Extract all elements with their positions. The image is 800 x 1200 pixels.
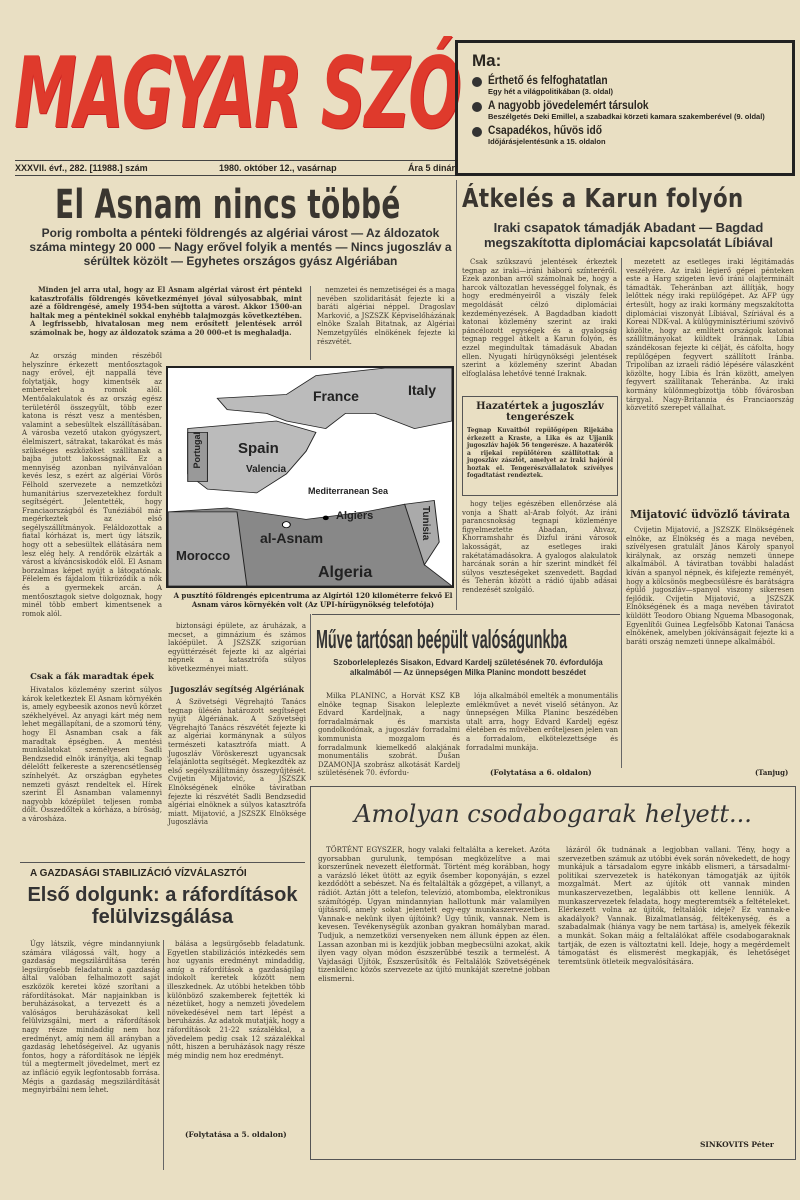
map-label: Algiers: [336, 510, 374, 522]
kardelj-subhead: Szoborleleplezés Sisakon, Edvard Kardelj születésének 70. évfordulója alkalmából — Az ünnepségen Milka Planinc mondott beszédet: [333, 658, 603, 677]
sailors-text: Tegnap Kuvaitból repülőgépen Rijekába érkezett a Kraste, a Lika és az Ujjanik jugoszláv hajók 56 tengerésze. A hazatérők a rijekai repülőtéren szállítottak a jugoszláv zászlót, amelyet az iraki hajóról hoztak el. Tengerészvállalatok szívélyes fogadtatást rendeztek.: [467, 427, 613, 479]
continued-note: (Folytatása a 6. oldalon): [490, 768, 592, 777]
stabil-headline: Első dolgunk: a ráfordítások felülvizsgálása: [27, 884, 298, 928]
karun-col1b: hogy teljes egészében ellenőrzése alá vonja a Shatt al-Arab folyót. Az iráni parancsnokság tegnapi közleménye figyelmeztette Abadan, Ahvaz, Khorramshahr és Dizful iráni városok lakosságát, az esetleges iraki rakétatámadásokra. A gyalogos alakulatok harcának során a hír szerint mindkét fél súlyos veszteségeket szenvedett. Bagdad és Teherán között a rádió újabb adásai rendezését szolgáló.: [462, 500, 617, 594]
today-contents-box: [455, 40, 795, 176]
contents-item[interactable]: [472, 124, 778, 146]
price: Ára 5 dinár: [407, 163, 455, 173]
contents-title: A nagyobb jövedelemért társulok: [488, 98, 649, 112]
karun-col2: mezetett az esetleges iraki légitámadás veszélyére. Az iraki légierő gépei pénteken este a Harg szigeten levő iráni olajterminált támadták. Teheránban azt állítják, hogy lelőttek négy iraki repülőgépet. Az AFP úgy értesült, hogy az iraki kormány megszakította diplomáciai viszonyát Líbiával, Szíriával és a Koreai NDK-val. A külügyminisztériumi szóvivő közölte, hogy az említett országok katonai szállítmányokat küldtek Iránnak. Líbia szándékosan fejezte ki célját, és cáfolta, hogy repülőgépen fegyvert szállított Iránba. Tripoliban az izraeli rádió lépésére válaszként közölte, hogy Líbia és Irán között, amelyen fegyvert szállítanak Teheránba. Az iraki kormány különmegbízottja több fővárosban tárgyal. Nagy-Britannia és Franciaország közvetítő szerepet vállalhat.: [626, 258, 794, 413]
lead-subhead: Porig rombolta a pénteki földrengés az algériai várost — Az áldozatok száma mintegy 20 000 — Nagy erővel folyik a mentés — Nincs jugoszláv a sérültek közölt — Egyhetes országos gyász Algériában: [29, 226, 452, 268]
author-signature: SINKOVITS Péter: [700, 1140, 774, 1149]
mijatovic-title: Mijatović üdvözlő távirata: [630, 508, 790, 521]
section-heading: Csak a fák maradtak épek: [30, 672, 154, 682]
karun-subhead: Iraki csapatok támadják Abadant — Bagdad megszakította diplomáciai kapcsolatát Líbiával: [484, 220, 773, 250]
continued-note: (Folytatása a 5. oldalon): [185, 1130, 287, 1139]
contents-title: Csapadékos, hűvös idő: [488, 123, 602, 137]
bullet-icon: [472, 77, 482, 87]
map-label: Valencia: [246, 464, 287, 475]
kardelj-col1: Milka PLANINC, a Horvát KSZ KB elnöke tegnap Sisakon leleplezte Edvard Kardeljnak, a nagy forradalmárnak és marxista gondolkodónak, a jugoszláv forradalmi kommunista mozgalom és forradalmunk kiemelkedő alakjának monumentális szobrát. Dušan DZAMONJA szobrász alkotását Kardelj születésének 70. évfordu-: [318, 692, 460, 778]
today-heading: Ma:: [472, 51, 502, 70]
stabil-col2: bálása a legsürgősebb feladatunk. Egyetlen stabilizációs intézkedés sem hoz ugyanis eredményt mindaddig, amíg a ráfordítások a gazdaságilag indokolt keretek között nem illeszkednek. Az utóbbi hetekben több különböző szakemberek fejtették ki nézetüket, hogy a nemzeti jövedelem növekedésével nem tart lépést a beruházás. Az adatok mutatják, hogy a ráfordítások 21-22 százalékkal, a jövedelem pedig csak 12 százalékkal nőtt, hiszen a beruházások nagy része még mindig nem hoz eredményt.: [167, 940, 305, 1060]
bullet-icon: [472, 102, 482, 112]
contents-item[interactable]: [472, 99, 778, 121]
issue-date: 1980. október 12., vasárnap: [219, 163, 337, 173]
map-label: France: [313, 388, 359, 404]
lead-col2: biztonsági épülete, az áruházak, a mecset, a gimnázium és számos lakóépület. A JSZSZK szigorúan együttérzését fejezte ki az algériai népnek a katasztrófa súlyos következményei miatt.: [168, 622, 306, 673]
contents-subtitle: Beszélgetés Deki Emillel, a szabadkai körzeti kamara szakemberével (9. oldal): [488, 112, 765, 121]
bullet-icon: [472, 127, 482, 137]
amolyan-col2: lázáról ők tudnának a legjobban vallani. Tény, hogy a szervezetben számuk az utóbbi évek során növekedett, de hogy munkájuk a társadalom egyre inkább elismeri, a társadalmi-politikai szervezetek is hatékonyan támogatják az újítók mozgalmát. Mert az újítók ott vannak minden munkaszervezetben, legalábbis ott kellene lenniük. A munkaszervezetek feladata, hogy megteremtsék a feltételeket. Elérkezett volna az újítók, feltalálók ideje? Ez vannak-e akadályok? Vannak. Bizalmatlanság, féltékenység, és a szabadalmak (hiánya vagy be nem tartása) is, amelyek fékezik a munkát. Sokan máig a feltalálókat afféle csodabogaraknak tartják, de ezen is változtatni kell. Ideje, hogy a megérdemelt támogatást és elismerést megkapják, és lehetőséget teremtsünk ötleteik megvalósítására.: [558, 845, 790, 966]
amolyan-headline: Amolyan csodabogarak helyett...: [354, 800, 752, 828]
news-source: (Tanjug): [755, 768, 789, 777]
karun-col1: Csak szűkszavú jelentések érkeztek tegnap az iraki—iráni háború színteréről. Ezek azonban arról számolnak be, hogy a harcok változatlan hevességgel folynak, és hogy eredményeiről a viszály felek megoldását célzó diplomáciai kezdeményezések. A Bagdadban kiadott katonai közlemény szerint az iraki páncélozott egységek és a gyalogság tegnap reggel átkelt a Karun folyón, és ezzel megindultak támadásuk Abadan ellen. Nyugati hírügynökségi jelentések szerint a közlemény szerint Abadan elfoglalása lehetővé tenné Iraknak.: [462, 258, 617, 378]
map-label: Morocco: [176, 548, 231, 563]
map-label: Atlantic Ocean: [198, 374, 269, 385]
map-label: Tunisia: [420, 506, 431, 541]
contents-title: Érthető és felfoghatatlan: [488, 73, 608, 87]
map-label: Spain: [238, 440, 279, 457]
map-caption: A pusztító földrengés epicentruma az Algírtól 120 kilométerre fekvő El Asnam város környékén volt (Az UPI-hírügynökség telefotója): [173, 591, 453, 609]
masthead-logo: MAGYAR SZÓ: [14, 35, 461, 151]
sailors-title: Hazatértek a jugoszláv tengerészek: [476, 401, 604, 423]
contents-subtitle: Egy hét a világpolitikában (3. oldal): [488, 87, 614, 96]
sailors-box: [462, 396, 618, 496]
kardelj-col2: lója alkalmából emelték a monumentális emlékművet a nevét viselő sétányon. Az ünnepségen Milka Planinc beszédében utalt arra, hogy Edvard Kardelj egész életében és művében erőteljesen jelen van a forradalom, elkötelezettsége és forradalmi munkája.: [466, 692, 618, 752]
stabil-col1: Úgy látszik, végre mindannyiunk számára világossá vált, hogy a gazdaság megszilárdítása terén legsürgősebb feladatunk a gazdaság által valóban felhalmozott saját eszközök keretei közé szorítani a ráfordításokat. Már napjainkban is beruházásokat, a tervezett és a valóságos beruházásokat kell felülvizsgálni, mert a ráfordítások nagy része mindaddig nem hoz eredményt, amíg nem áll arányban a gazdaság lehetőségeivel. Az ugyanis fontos, hogy a ráfordítások ne lépjék túl a megtermelt jövedelmet, mert ez az infláció egyik legfontosabb forrása. Mégis a gazdaság megszilárdítását megnyirbálni nem lehet.: [22, 940, 160, 1095]
contents-item[interactable]: [472, 74, 778, 96]
map-label: Portugal: [192, 432, 202, 469]
map-label: al-Asnam: [260, 530, 324, 546]
section-heading: Jugoszláv segítség Algériának: [169, 684, 305, 694]
volume-number: XXXVII. évf., 282. [11988.] szám: [15, 163, 148, 173]
lead-col-right-top: nemzetei és nemzetiségei és a maga nevében szolidaritását fejezte ki a baráti algériai néppel. Dragoslav Marković, a JSZSZK Képviselőházának elnöke Szalah Bitatnak, az Algériai Nemzetgyűlés elnökének fejezte ki részvétét.: [317, 286, 455, 346]
lead-intro: Minden jel arra utal, hogy az El Asnam algériai várost ért pénteki katasztrofális földrengés következményei jóval súlyosabbak, mint azé a földrengésé, amely 1954-ben sújtotta a várost. Akkor 1500-an haltak meg a péntekinél sokkal enyhébb talajmozgás következtében. A legfrissebb, hivatalosan meg nem erősített jelentések arról számolnak be, hogy az áldozatok száma a 20 000-et is meghaladja.: [30, 285, 302, 337]
mijatovic-text: Cvijetin Mijatović, a JSZSZK Elnökségének elnöke, az Elnökség és a maga nevében, szívélyesen gratulált János Károly spanyol királynak, az ország nemzeti ünnepe alkalmából. A táviratban további haladást kíván a spanyol népnek, és kifejezte reményét, hogy a kölcsönös megbecsülésre és barátságra épülő jugoszláv—spanyol viszony sikeresen fejlődik. Cvijetin Mijatović, a JSZSZK Elnökségének és a maga nevében táviratot küldött Teodoro Obiang Nguema Mbasogonak, Egyenlítői Guinea Legfelsőbb Katonai Tanácsa elnökének, amelyben jókívánságait fejezte ki a baráti ország nemzeti ünnepe alkalmából.: [626, 526, 794, 646]
map-label: Algeria: [318, 564, 373, 581]
map-label: Mediterranean Sea: [308, 486, 389, 496]
kardelj-headline: Műve tartósan beépült valóságunkba: [316, 624, 568, 654]
dateline: [15, 160, 455, 176]
lead-headline: El Asnam nincs többé: [55, 182, 401, 228]
lead-col1b: Hivatalos közlemény szerint súlyos károk keletkeztek El Asnam környékén is, amely egybeesik azonos nevű körzet székhelyével. Az anyagi kárt még nem lehet megállapítani, de a szomorú tény, hogy El Asnamban csak a fák maradtak épségben. A mentési munkálatokat személyesen Sadli Bendzsedid elnök irányítja, aki tegnap délelőtt felkereste a szerencsétlenség színhelyét. Az országban egyhetes nemzeti gyászt rendeltek el. Hírek szerint El Asnamban valamennyi nagyobb középület teljesen romba dőlt. Összedőltek a kórháza, a bíróság, a városháza.: [22, 686, 162, 823]
contents-subtitle: Időjárásjelentésünk a 15. oldalon: [488, 137, 606, 146]
amolyan-col1: TÖRTÉNT EGYSZER, hogy valaki feltalálta a kereket. Azóta gyorsabban gurulunk, tempósan megközelítve a mai korszerűnek nevezett életformát. Történt még korábban, hogy a varázsló léket ütött az egyik ősember koponyáján, s ezzel kezdődött a sebészet. Na és feltalálták a gőzgépet, a villanyt, a rádiót. Aztán jött a telefon, televízió, atombomba, elektronikus számítógép. Ugyan mindannyian hallottunk már valamilyen újításról, amely sokat jelentett egy-egy munkaszervezetben. Vannak-e nekünk ilyen újítóink? Ugy tűnik, vannak. Nem is kevesen. Tevékenységük azonban gyakran homályban marad. Tudjuk, a nemzetközi versenyeken nem állunk éppen az élen. Lassan azonban mi is kezdjük jobban megbecsülni azokat, akik ilyen vagy olyan módon észszerűbbé teszik a termelést. A Vajdasági Újítók, Észszerűsítők és Feltalálók Szövetségének tizenkilenc közös szervezete az újító munkáját szeretné jobban elismerni.: [318, 845, 550, 983]
stabil-kicker: A GAZDASÁGI STABILIZÁCIÓ VÍZVÁLASZTÓI: [30, 868, 247, 879]
karun-headline: Átkelés a Karun folyón: [462, 184, 744, 214]
earthquake-map: [166, 366, 454, 588]
lead-col1: Az ország minden részéből helyszínre érkezett mentőosztagok nagy erővel, éjt nappallá téve folytatják, hogy kimentsék az embereket a romok alól. Mentőalakulatok és az ország egész területéről összegyűlt, több ezer katona is részt vesz a mentésben, valamint a sebesültek elszállításában. A városba vezető utakon gyógyszert, élelmiszert, sátrakat, takarókat és más szükséges eszközöket szállítanak a bajba jutott lakosságnak. Ez a mennyiség azonban nyilvánvalóan kevés lesz, s ezért az algériai Vörös Félhold szervezete a nemzetközi humanitárius szervezetekhez fordult segítségért. Jelentették, hogy Franciaországból és Tunéziából már megérkeztek az első segélyszállítmányok. Feláldozottak a fiatal kórházat is, mert úgy látszik, hogy ott a sebesültek ellátására nem lesz elég hely. A rendőrök elzárták a várost a kíváncsiskodók elől. El Asnam borzalmas képet nyújt a látogatónak. Félelem és fájdalom tükröződik a nők és a gyermekek arcán. A mentőosztagok sietve dolgoznak, hogy minél több embert kimentsenek a romok alól.: [22, 352, 162, 618]
lead-col2b: A Szövetségi Végrehajtó Tanács tegnap ülésén határozott segítséget nyújt Algériának. A Szövetségi Végrehajtó Tanács részvétét fejezte ki az algériai kormánynak a súlyos természeti katasztrófa miatt. A Jugoszláv Vöröskereszt ugyancsak felajánlotta segítségét. Megkezdték az első segélyszállítmány összegyűjtését. Cvijetin Mijatović, a JSZSZK Elnökségének elnöke táviratban fejezte ki részvétét Sadli Bendzsedid algériai elnöknek a súlyos katasztrófa miatt. Mijatović, a JSZSZK Elnöksége Jugoszlávia: [168, 698, 306, 827]
map-label: Italy: [408, 382, 437, 398]
